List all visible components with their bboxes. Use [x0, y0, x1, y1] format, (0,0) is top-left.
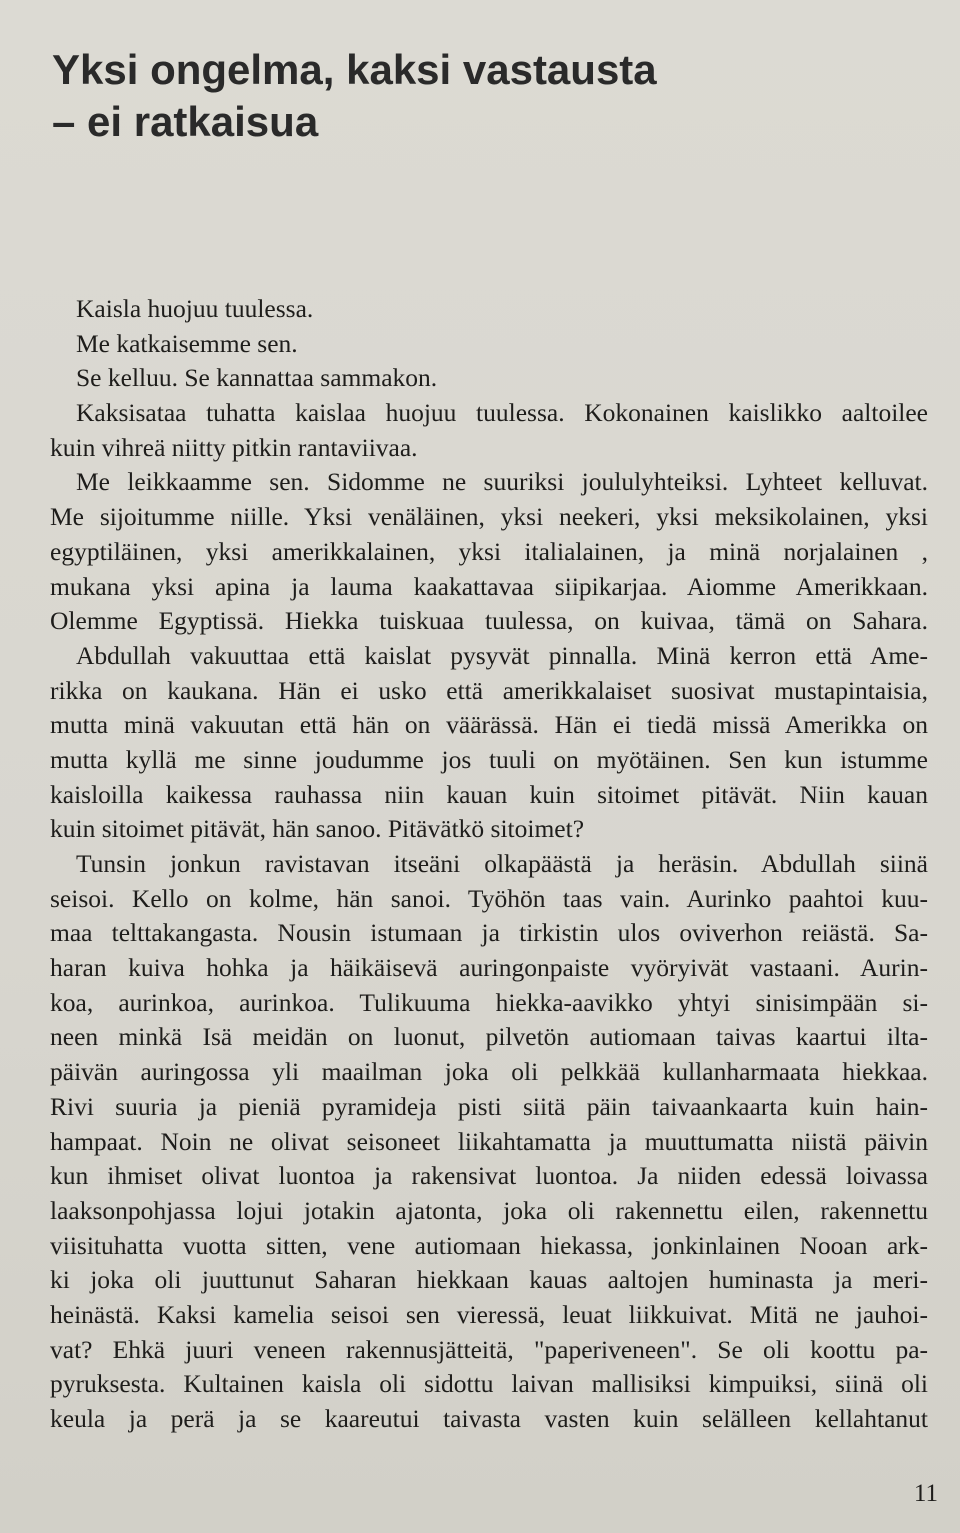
chapter-title [52, 44, 812, 148]
text-line: Olemme Egyptissä. Hiekka tuiskuaa tuulessa, on kuivaa, tämä on Sahara. [50, 606, 928, 636]
body-text [50, 292, 928, 1437]
chapter-title-line-2: – ei ratkaisua [52, 98, 319, 145]
text-line: koa, aurinkoa, aurinkoa. Tulikuuma hiekka-aavikko yhtyi sinisimpään si- [50, 987, 928, 1017]
text-line: hampaat. Noin ne olivat seisoneet liikahtamatta ja muuttumatta niistä päivin [50, 1126, 928, 1156]
text-line: kuin vihreä niitty pitkin rantaviivaa. [50, 432, 418, 462]
text-line: maa telttakangasta. Nousin istumaan ja tirkistin ulos oviverhon reiästä. Sa- [50, 918, 928, 948]
text-line: Tunsin jonkun ravistavan itseäni olkapäästä ja heräsin. Abdullah siinä [76, 849, 928, 878]
text-line: vat? Ehkä juuri veneen rakennusjätteitä, "paperiveneen". Se oli koottu pa- [50, 1334, 928, 1364]
text-line: Me sijoitumme niille. Yksi venäläinen, yksi neekeri, yksi meksikolainen, yksi [50, 502, 928, 532]
text-line: rikka on kaukana. Hän ei usko että amerikkalaiset suosivat mustapintaisia, [50, 675, 928, 705]
text-line: Se kelluu. Se kannattaa sammakon. [76, 363, 438, 393]
text-line: Kaisla huojuu tuulessa. [76, 294, 314, 323]
text-line: neen minkä Isä meidän on luonut, pilvetön autiomaan taivas kaartui ilta- [50, 1022, 928, 1052]
text-line: heinästä. Kaksi kamelia seisoi sen vieressä, leuat liikkuivat. Mitä ne jauhoi- [50, 1299, 928, 1329]
chapter-title-line-1: Yksi ongelma, kaksi vastausta [52, 46, 657, 93]
text-line: kaisloilla kaikessa rauhassa niin kauan kuin sitoimet pitävät. Niin kauan [50, 779, 928, 809]
text-line: seisoi. Kello on kolme, hän sanoi. Työhön taas vain. Aurinko paahtoi kuu- [50, 883, 928, 913]
text-line: pyruksesta. Kultainen kaisla oli sidottu laivan mallisiksi kimpuiksi, siinä oli [50, 1369, 928, 1399]
text-line: keula ja perä ja se kaareutui taivasta vasten kuin selälleen kellahtanut [50, 1404, 928, 1433]
text-line: päivän auringossa yli maailman joka oli pelkkää kullanharmaata hiekkaa. [50, 1057, 928, 1087]
text-line: mutta minä vakuutan että hän on väärässä. Hän ei tiedä missä Amerikka on [50, 710, 928, 740]
text-line: mutta kyllä me sinne joudumme jos tuuli on myötäinen. Sen kun istumme [50, 744, 928, 774]
page-number: 11 [913, 1480, 938, 1507]
text-line: Kaksisataa tuhatta kaislaa huojuu tuulessa. Kokonainen kaislikko aaltoilee [76, 398, 928, 428]
text-line: Me katkaisemme sen. [76, 328, 298, 358]
text-line: haran kuiva hohka ja häikäisevä auringonpaiste vyöryivät vastaani. Aurin- [50, 953, 928, 983]
text-line: kuin sitoimet pitävät, hän sanoo. Pitävätkö sitoimet? [50, 814, 585, 844]
text-line: ki joka oli juuttunut Saharan hiekkaan kauas aaltojen huminasta ja meri- [50, 1265, 928, 1295]
text-line: Abdullah vakuuttaa että kaislat pysyvät pinnalla. Minä kerron että Ame- [76, 640, 928, 670]
text-line: laaksonpohjassa lojui jotakin ajatonta, joka oli rakennettu eilen, rakennettu [50, 1195, 928, 1225]
text-line: viisituhatta vuotta sitten, vene autiomaan hiekassa, jonkinlainen Nooan ark- [50, 1230, 928, 1260]
text-line: Me leikkaamme sen. Sidomme ne suuriksi joululyhteiksi. Lyhteet kelluvat. [76, 467, 928, 497]
text-line: kun ihmiset olivat luontoa ja rakensivat luontoa. Ja niiden edessä loivassa [50, 1161, 928, 1191]
text-line: egyptiläinen, yksi amerikkalainen, yksi italialainen, ja minä norjalainen , [50, 536, 928, 566]
text-line: mukana yksi apina ja lauma kaakattavaa siipikarjaa. Aiomme Amerikkaan. [50, 571, 928, 601]
text-line: Rivi suuria ja pieniä pyramideja pisti siitä päin taivaankaarta kuin hain- [50, 1091, 928, 1121]
